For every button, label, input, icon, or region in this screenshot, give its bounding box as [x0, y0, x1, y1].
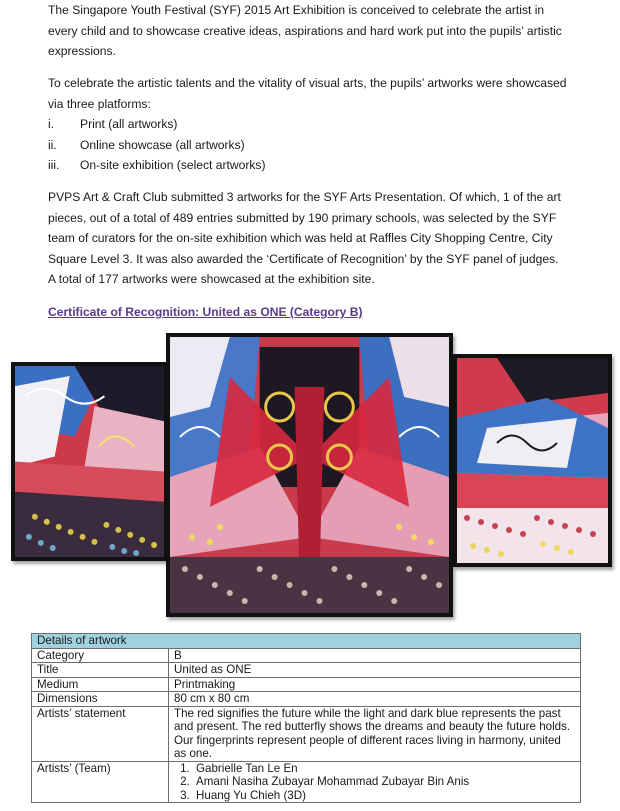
table-row: [32, 663, 581, 678]
table-row: [32, 648, 581, 663]
list-item: [48, 155, 266, 176]
list-item-text: On-site exhibition (select artworks): [80, 158, 266, 172]
artwork-detail-left-image: [11, 362, 168, 561]
artists-list: [174, 762, 575, 803]
table-row: [32, 761, 581, 803]
artwork-main-image: [166, 333, 453, 617]
dimensions-label: Dimensions: [32, 692, 169, 707]
list-item: 1. Gabrielle Tan Le En: [193, 762, 575, 776]
table-row: [32, 706, 581, 761]
list-item-number: ii.: [48, 137, 57, 152]
intro-paragraph: The Singapore Youth Festival (SYF) 2015 Art Exhibition is conceived to celebrate the artist in every child and to showcase creative ideas, aspirations and hard work put into the pupils’ artistic expressions.: [48, 3, 562, 58]
category-value: B: [169, 648, 581, 663]
list-item: 2. Amani Nasiha Zubayar Mohammad Zubayar Bin Anis: [193, 775, 575, 789]
title-label: Title: [32, 663, 169, 678]
award-heading: Certificate of Recognition: United as ONE (Category B): [48, 305, 363, 319]
list-item-number: i.: [48, 117, 55, 131]
artwork-details-table: [31, 633, 581, 803]
category-label: Category: [32, 648, 169, 663]
statement-value: The red signifies the future while the light and dark blue represents the past and present. The red butterfly shows the dreams and beauty the future holds. Our fingerprints represent people of different races living in harmony, united as one.: [169, 706, 581, 761]
list-item-text: Print (all artworks): [80, 117, 178, 131]
statement-label: Artists’ statement: [32, 706, 169, 761]
table-header: Details of artwork: [32, 634, 581, 649]
platforms-intro-paragraph: To celebrate the artistic talents and the vitality of visual arts, the pupils’ artworks were showcased via three platforms:: [48, 76, 567, 111]
artists-value: [169, 761, 581, 803]
list-item-number: iii.: [48, 158, 60, 172]
dimensions-value: 80 cm x 80 cm: [169, 692, 581, 707]
title-value: United as ONE: [169, 663, 581, 678]
list-item: [48, 114, 266, 135]
table-row: [32, 677, 581, 692]
table-row: [32, 692, 581, 707]
table-header-row: [32, 634, 581, 649]
list-item: 3. Huang Yu Chieh (3D): [193, 789, 575, 803]
medium-label: Medium: [32, 677, 169, 692]
medium-value: Printmaking: [169, 677, 581, 692]
artists-label: Artists’ (Team): [32, 761, 169, 803]
submission-paragraph: PVPS Art & Craft Club submitted 3 artworks for the SYF Arts Presentation. Of which, 1 of the art pieces, out of a total of 489 entries submitted by 190 primary schools, was selected by the SYF team of curators for the on-site exhibition which was held at Raffles City Shopping Centre, City Square Level 3. It was also awarded the ‘Certificate of Recognition’ by the SYF panel of judges. A total of 177 artworks were showcased at the exhibition site.: [48, 190, 561, 286]
artwork-detail-right-image: [453, 354, 612, 567]
platforms-list: [48, 114, 266, 176]
list-item: [48, 135, 266, 156]
list-item-text: Online showcase (all artworks): [80, 137, 245, 152]
